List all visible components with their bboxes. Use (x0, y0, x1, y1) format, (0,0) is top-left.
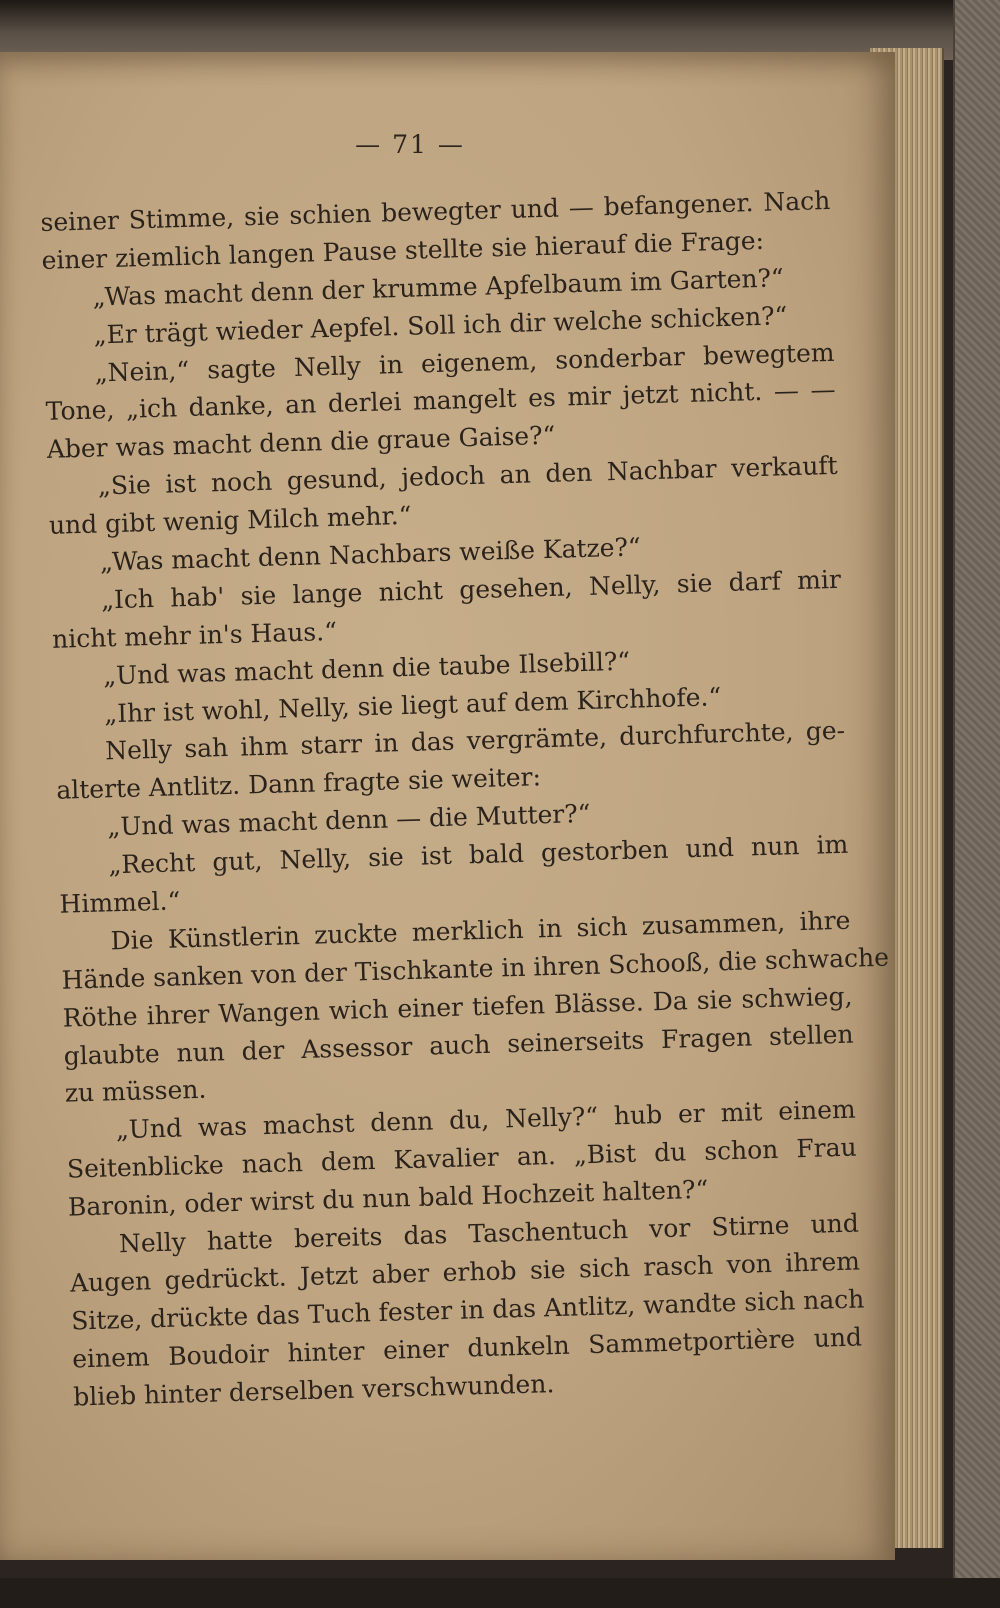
text-line: „Sie ist noch gesund, jedoch an den Nachbar verkauft (97, 451, 839, 501)
text-line: Sitze, drückte das Tuch fester in das Antlitz, wandte sich nach (70, 1284, 865, 1336)
text-line: und gibt wenig Milch mehr.“ (48, 500, 412, 540)
text-line: Himmel.“ (59, 886, 181, 919)
text-line: „Recht gut, Nelly, sie ist bald gestorben und nun im (108, 829, 849, 880)
text-line: Die Künstlerin zuckte merklich in sich zusammen, ihre (110, 905, 851, 956)
text-line: Seitenblicke nach dem Kavalier an. „Bist du schon Frau (66, 1132, 858, 1184)
text-line: „Er trägt wieder Aepfel. Soll ich dir welche schicken?“ (93, 300, 788, 350)
text-line: „Und was machst denn du, Nelly?“ hub er mit einem (115, 1094, 857, 1145)
text-line: blieb hinter derselben verschwunden. (72, 1368, 555, 1412)
book-page (0, 52, 895, 1560)
text-line: „Und was macht denn — die Mutter?“ (107, 799, 591, 842)
text-line: Hände sanken von der Tischkante in ihren Schooß, die schwache (61, 942, 890, 995)
text-line: „Was macht denn der krumme Apfelbaum im Garten?“ (92, 263, 785, 312)
book-cover-right (953, 0, 1000, 1608)
text-line: einem Boudoir hinter einer dunkeln Sammetportière und (71, 1322, 863, 1374)
text-line: Röthe ihrer Wangen wich einer tiefen Blässe. Da sie schwieg, (62, 981, 853, 1033)
text-line: Nelly hatte bereits das Taschentuch vor Stirne und (118, 1208, 860, 1259)
text-line: „Was macht denn Nachbars weiße Katze?“ (99, 532, 642, 577)
text-line: Aber was macht denn die graue Gaise?“ (46, 421, 556, 465)
text-line: „Und was macht denn die taube Ilsebill?“ (102, 646, 631, 691)
page-number: — 71 — (355, 130, 465, 159)
book-cover-bottom (0, 1578, 1000, 1608)
text-line: Tone, „ich danke, an derlei mangelt es mir jetzt nicht. — — (45, 375, 836, 427)
body-text (40, 182, 890, 1416)
text-line: nicht mehr in's Haus.“ (51, 616, 338, 654)
text-line: „Ihr ist wohl, Nelly, sie liegt auf dem Kirchhofe.“ (103, 681, 722, 728)
text-line: seiner Stimme, sie schien bewegter und — befangener. Nach (40, 185, 831, 237)
text-line: „Ich hab' sie lange nicht gesehen, Nelly, sie darf mir (100, 564, 842, 615)
text-line: Augen gedrückt. Jetzt aber erhob sie sich rasch von ihrem (69, 1246, 861, 1298)
text-line: glaubte nun der Assessor auch seinerseits Fragen stellen (63, 1019, 854, 1071)
text-line: alterte Antlitz. Dann fragte sie weiter: (55, 762, 542, 806)
text-line: einer ziemlich langen Pause stellte sie hierauf die Frage: (41, 225, 765, 275)
text-line: Baronin, oder wirst du nun bald Hochzeit halten?“ (67, 1174, 709, 1222)
text-line: „Nein,“ sagte Nelly in eigenem, sonderbar bewegtem (94, 337, 835, 388)
text-line: zu müssen. (64, 1075, 207, 1109)
text-line: Nelly sah ihm starr in das vergrämte, durchfurchte, ge- (104, 716, 846, 766)
book-cover-top (0, 0, 1000, 60)
